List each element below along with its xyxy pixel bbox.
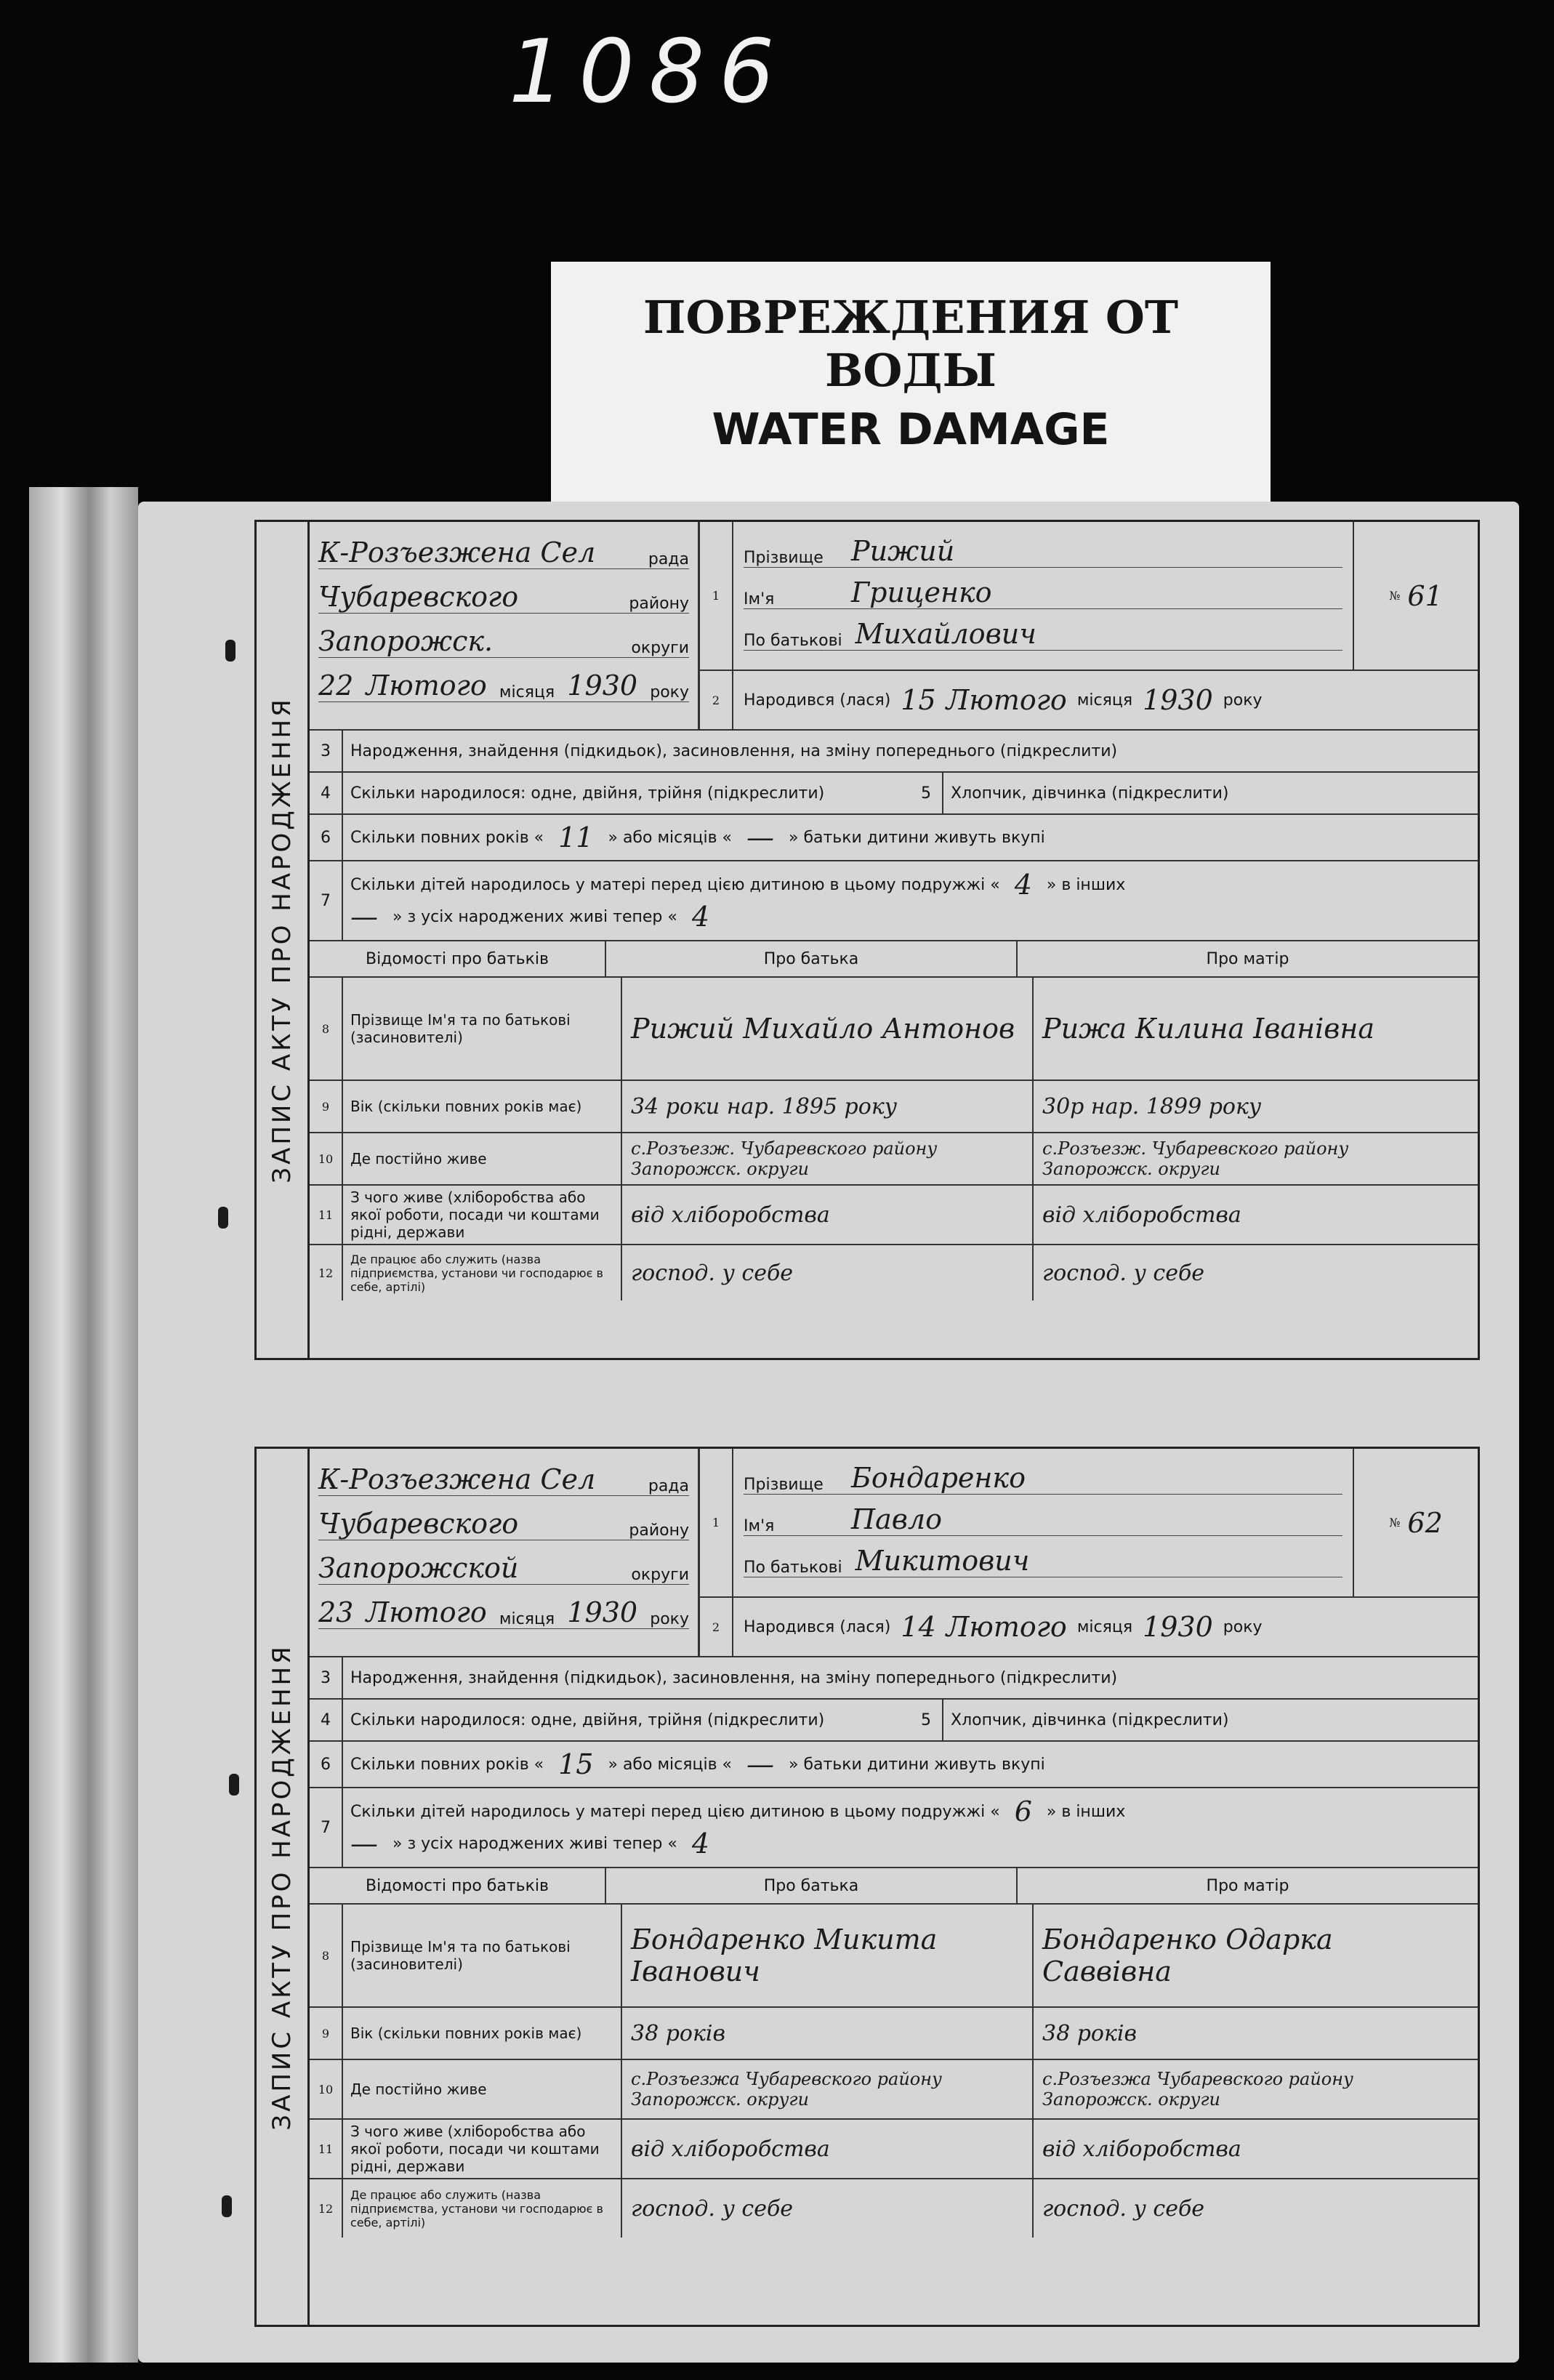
frame-number: 1086: [509, 22, 789, 123]
registration-place: К-Розъезжена Сел рада Чубаревского району Запорожск. округи 22 Лютого місяця 1930 року: [310, 522, 700, 729]
child-surname: Рижий: [851, 535, 955, 567]
birth-year: 1930: [1143, 1611, 1213, 1643]
mother-work: господ. у себе: [1042, 1260, 1205, 1286]
mother-age: 30р нар. 1899 року: [1042, 1093, 1262, 1119]
binding-hole: [229, 1774, 239, 1796]
child-name: Гриценко: [851, 576, 992, 608]
child-surname: Бондаренко: [851, 1462, 1026, 1494]
child-name: Павло: [851, 1503, 942, 1535]
mother-living: від хліборобства: [1042, 2136, 1241, 2162]
birth-record-2: [254, 1447, 1480, 2327]
father-home: с.Розъезжа Чубаревского району Запорожск. округи: [622, 2060, 1034, 2118]
mother-home: с.Розъезжа Чубаревского району Запорожск. округи: [1042, 2069, 1353, 2110]
okrug-value: Запорожск.: [318, 625, 494, 657]
village-value: К-Розъезжена Сел: [318, 536, 596, 568]
reg-day: 22: [318, 670, 354, 701]
birth-day: 14: [901, 1611, 936, 1643]
father-work: господ. у себе: [622, 2179, 1034, 2238]
record-number: № 61: [1353, 522, 1478, 670]
birth-day: 15: [901, 684, 936, 716]
water-damage-label: [551, 262, 1271, 502]
village-value: К-Розъезжена Сел: [318, 1463, 596, 1495]
record-body: К-Розъезжена Сел рада Чубаревского району Запорожск. округи 22 Лютого місяця 1930 року 1 Прізвище Рижий Ім'я Гриценко По батькові Михайлович № 61 2 Народився (лася) 15 Лютого місяця 1930 року 3 Народження, знайдення (підкидьок), засиновлення, на зміну попереднього (підкреслити) 4 Скільки народилося: одне, двійня, трійня (підкреслити) 5 Хлопчик, дівчинка (підкреслити) 6 Скільки повних років « 11 » або місяців « — » батьки дитини живуть вкупі 7 Скільки дітей народилось у матері перед цією дитиною в цьому подружжі « 4 » в інших — » з усіх народжених живі тепер « 4 Відомості про батьків Про батька Про матір 8 Прізвище Ім'я та по батькові (засиновителі) Рижий Михайло Антонов Рижа Килина Іванівна 9 Вік (скільки повних років має) 34 роки нар. 1895 року 30р нар. 1899 року 10 Де постійно живе с.Розъезж. Чубаревского району Запорожск. округи с.Розъезж. Чубаревского району Запорожск. округи 11 З чого живе (хліборобства або якої роботи, посади чи коштами рідні, держави від хліборобства від хліборобства 12 Де працює або служить (назва підприємства, установи чи господарює в себе, артілі) господ. у себе господ. у себе: [310, 522, 1478, 1358]
mother-age: 38 років: [1042, 2020, 1137, 2046]
registration-place: К-Розъезжена Сел рада Чубаревского району Запорожской округи 23 Лютого місяця 1930 року: [310, 1449, 700, 1656]
row-5: Хлопчик, дівчинка (підкреслити): [951, 1710, 1229, 1729]
father-age: 34 роки нар. 1895 року: [622, 1081, 1034, 1132]
reg-month: Лютого: [366, 1596, 487, 1628]
reg-year: 1930: [567, 670, 638, 701]
father-name: Бондаренко Микита Іванович: [622, 1905, 1034, 2006]
birth-month: Лютого: [946, 1611, 1067, 1643]
mother-work: господ. у себе: [1042, 2195, 1205, 2222]
okrug-value: Запорожской: [318, 1552, 519, 1584]
record-body: К-Розъезжена Сел рада Чубаревского району Запорожской округи 23 Лютого місяця 1930 року 1 Прізвище Бондаренко Ім'я Павло По батькові Микитович № 62 2 Народився (лася) 14 Лютого місяця 1930 року 3 Народження, знайдення (підкидьок), засиновлення, на зміну попереднього (підкреслити) 4 Скільки народилося: одне, двійня, трійня (підкреслити) 5 Хлопчик, дівчинка (підкреслити) 6 Скільки повних років « 15 » або місяців « — » батьки дитини живуть вкупі 7 Скільки дітей народилось у матері перед цією дитиною в цьому подружжі « 6 » в інших — » з усіх народжених живі тепер « 4 Відомості про батьків Про батька Про матір 8 Прізвище Ім'я та по батькові (засиновителі) Бондаренко Микита Іванович Бондаренко Одарка Саввівна 9 Вік (скільки повних років має) 38 років 38 років 10 Де постійно живе с.Розъезжа Чубаревского району Запорожск. округи с.Розъезжа Чубаревского району Запорожск. округи 11 З чого живе (хліборобства або якої роботи, посади чи коштами рідні, держави від хліборобства від хліборобства 12 Де працює або служить (назва підприємства, установи чи господарює в себе, артілі) господ. у себе господ. у себе: [310, 1449, 1478, 2325]
reg-year: 1930: [567, 1596, 638, 1628]
child-patronymic: Микитович: [855, 1545, 1030, 1577]
father-name: Рижий Михайло Антонов: [622, 978, 1034, 1080]
mother-name: Рижа Килина Іванівна: [1042, 1013, 1375, 1045]
father-living: від хліборобства: [622, 2120, 1034, 2178]
binding-hole: [218, 1207, 228, 1229]
reg-month: Лютого: [366, 670, 487, 701]
mother-living: від хліборобства: [1042, 1202, 1241, 1228]
binding-hole: [225, 640, 235, 662]
label-en: WATER DAMAGE: [712, 404, 1110, 455]
row-4: Скільки народилося: одне, двійня, трійня (підкреслити): [350, 784, 825, 803]
page-binding: [29, 487, 138, 2363]
mother-name: Бондаренко Одарка Саввівна: [1042, 1923, 1333, 1987]
label-ru: ПОВРЕЖДЕНИЯ ОТ ВОДЫ: [643, 291, 1179, 397]
row-5: Хлопчик, дівчинка (підкреслити): [951, 784, 1229, 803]
birth-year: 1930: [1143, 684, 1213, 716]
birth-record-1: [254, 520, 1480, 1360]
reg-day: 23: [318, 1596, 354, 1628]
child-patronymic: Михайлович: [855, 618, 1036, 650]
row-3: Народження, знайдення (підкидьок), засиновлення, на зміну попереднього (підкреслити): [350, 1668, 1118, 1687]
record-number: № 62: [1353, 1449, 1478, 1596]
district-value: Чубаревского: [318, 1508, 519, 1540]
row-4: Скільки народилося: одне, двійня, трійня (підкреслити): [350, 1710, 825, 1729]
mother-home: с.Розъезж. Чубаревского району Запорожск. округи: [1042, 1138, 1349, 1179]
record-spine: ЗАПИС АКТУ ПРО НАРОДЖЕННЯ: [257, 522, 310, 1358]
row-3: Народження, знайдення (підкидьок), засиновлення, на зміну попереднього (підкреслити): [350, 741, 1118, 760]
father-age: 38 років: [622, 2008, 1034, 2059]
birth-month: Лютого: [946, 684, 1067, 716]
binding-hole: [222, 2195, 232, 2217]
district-value: Чубаревского: [318, 581, 519, 613]
record-spine: ЗАПИС АКТУ ПРО НАРОДЖЕННЯ: [257, 1449, 310, 2325]
father-home: с.Розъезж. Чубаревского району Запорожск. округи: [622, 1133, 1034, 1184]
father-work: господ. у себе: [622, 1245, 1034, 1300]
father-living: від хліборобства: [622, 1186, 1034, 1244]
